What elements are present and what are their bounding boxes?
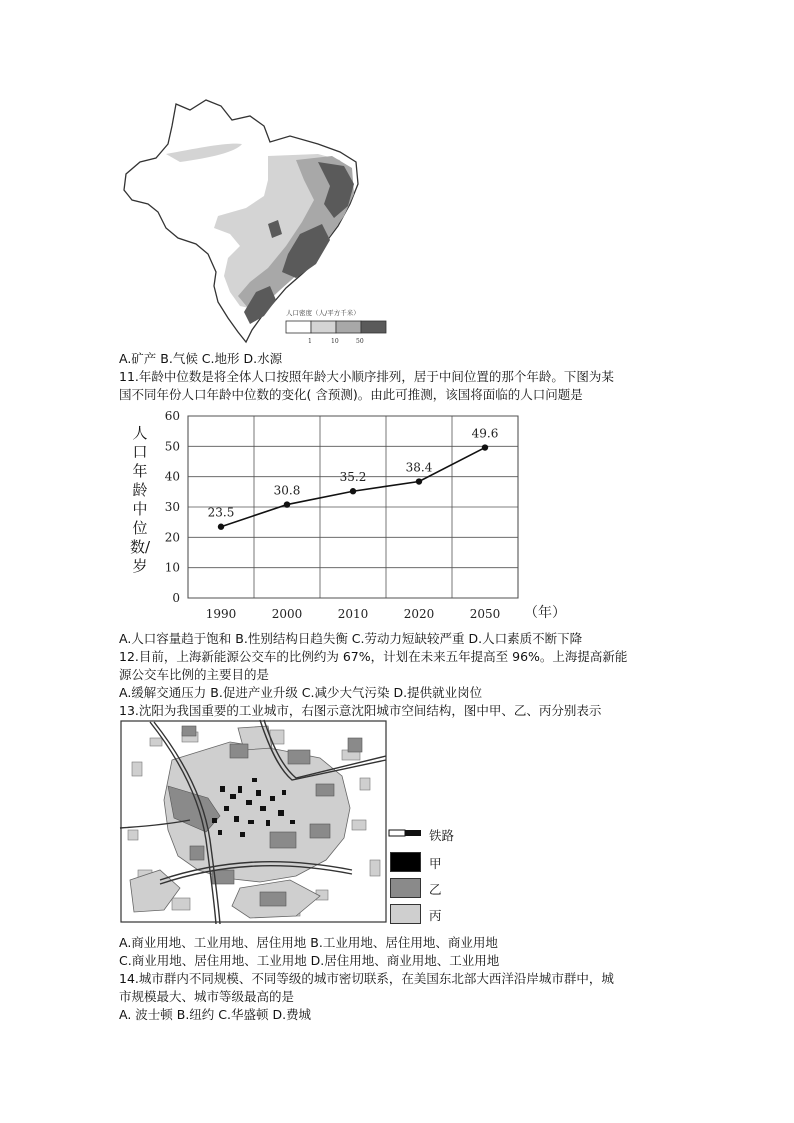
- legend-tick: 1: [308, 338, 312, 345]
- legend-label-railway: 铁路: [429, 828, 455, 843]
- data-point: [284, 501, 290, 507]
- q11-options: A.人口容量趋于饱和 B.性别结构日趋失衡 C.劳动力短缺较严重 D.人口素质不断下降: [119, 631, 583, 646]
- data-label: 38.4: [405, 460, 433, 475]
- y-tick-label: 10: [164, 560, 180, 575]
- x-tick-label: 2020: [403, 607, 435, 621]
- y-tick-label: 20: [164, 530, 180, 545]
- q12-options: A.缓解交通压力 B.促进产业升级 C.减少大气污染 D.提供就业岗位: [119, 685, 483, 700]
- data-point: [416, 478, 422, 484]
- q13-stem: 13.沈阳为我国重要的工业城市，右图示意沈阳城市空间结构，图中甲、乙、丙分别表示: [119, 703, 602, 718]
- q12-stem-line1: 12.目前，上海新能源公交车的比例约为 67%，计划在未来五年提高至 96%。上海提高新能: [119, 649, 628, 664]
- data-label: 30.8: [273, 483, 301, 498]
- y-tick-label: 50: [164, 439, 180, 454]
- q13-options-line1: A.商业用地、工业用地、居住用地 B.工业用地、居住用地、商业用地: [119, 935, 498, 950]
- city-structure-map: [120, 720, 388, 924]
- q14-stem-line2: 市规模最大、城市等级最高的是: [119, 989, 295, 1004]
- data-label: 35.2: [339, 470, 367, 485]
- data-label: 23.5: [207, 505, 235, 520]
- legend-swatch-jia: [390, 852, 421, 872]
- x-tick-label: 2050: [469, 607, 501, 621]
- legend-label-yi: 乙: [429, 882, 442, 897]
- q14-stem-line1: 14.城市群内不同规模、不同等级的城市密切联系，在美国东北部大西洋沿岸城市群中，城: [119, 971, 614, 986]
- q11-stem-line1: 11.年龄中位数是将全体人口按照年龄大小顺序排列，居于中间位置的那个年龄。下图为某: [119, 369, 614, 384]
- q12-stem-line2: 源公交车比例的主要目的是: [119, 667, 270, 682]
- y-tick-label: 0: [172, 591, 180, 605]
- legend-tick: 50: [356, 338, 364, 345]
- data-point: [218, 524, 224, 530]
- q11-stem-line2: 国不同年份人口年龄中位数的变化( 含预测)。由此可推测，该国将面临的人口问题是: [119, 387, 583, 402]
- legend-label-jia: 甲: [429, 856, 442, 871]
- legend-label-bing: 丙: [429, 908, 442, 923]
- legend-tick: 10: [331, 338, 339, 345]
- q14-options: A. 波士顿 B.纽约 C.华盛顿 D.费城: [119, 1007, 312, 1022]
- map-legend: [286, 308, 386, 345]
- x-tick-label: 2010: [337, 607, 369, 621]
- y-tick-label: 40: [164, 469, 180, 484]
- ylabel-vertical: [130, 424, 150, 576]
- legend-swatch-4: [361, 321, 386, 333]
- legend-swatch-2: [311, 321, 336, 333]
- railway-symbol-icon: [388, 829, 424, 839]
- q10-options: A.矿产 B.气候 C.地形 D.水源: [119, 351, 283, 366]
- legend-swatch-yi: [390, 878, 421, 898]
- data-point: [350, 488, 356, 494]
- legend-swatch-bing: [390, 904, 421, 924]
- map-legend-title: 人口密度（人/平方千米）: [286, 309, 360, 317]
- data-point: [482, 444, 488, 450]
- x-tick-label: 2000: [271, 607, 303, 621]
- population-density-map: [118, 96, 393, 348]
- y-tick-label: 30: [164, 500, 180, 514]
- y-tick-label: 60: [164, 409, 180, 423]
- chart-ylabel: 人口年龄中位数/岁: [130, 424, 151, 575]
- legend-swatch-3: [336, 321, 361, 333]
- q13-options-line2: C.商业用地、居住用地、工业用地 D.居住用地、商业用地、工业用地: [119, 953, 500, 968]
- data-label: 49.6: [471, 426, 499, 441]
- median-age-chart: [150, 408, 566, 628]
- legend-swatch-1: [286, 321, 311, 333]
- x-tick-label: 1990: [205, 607, 237, 621]
- x-unit-label: （年）: [524, 605, 566, 621]
